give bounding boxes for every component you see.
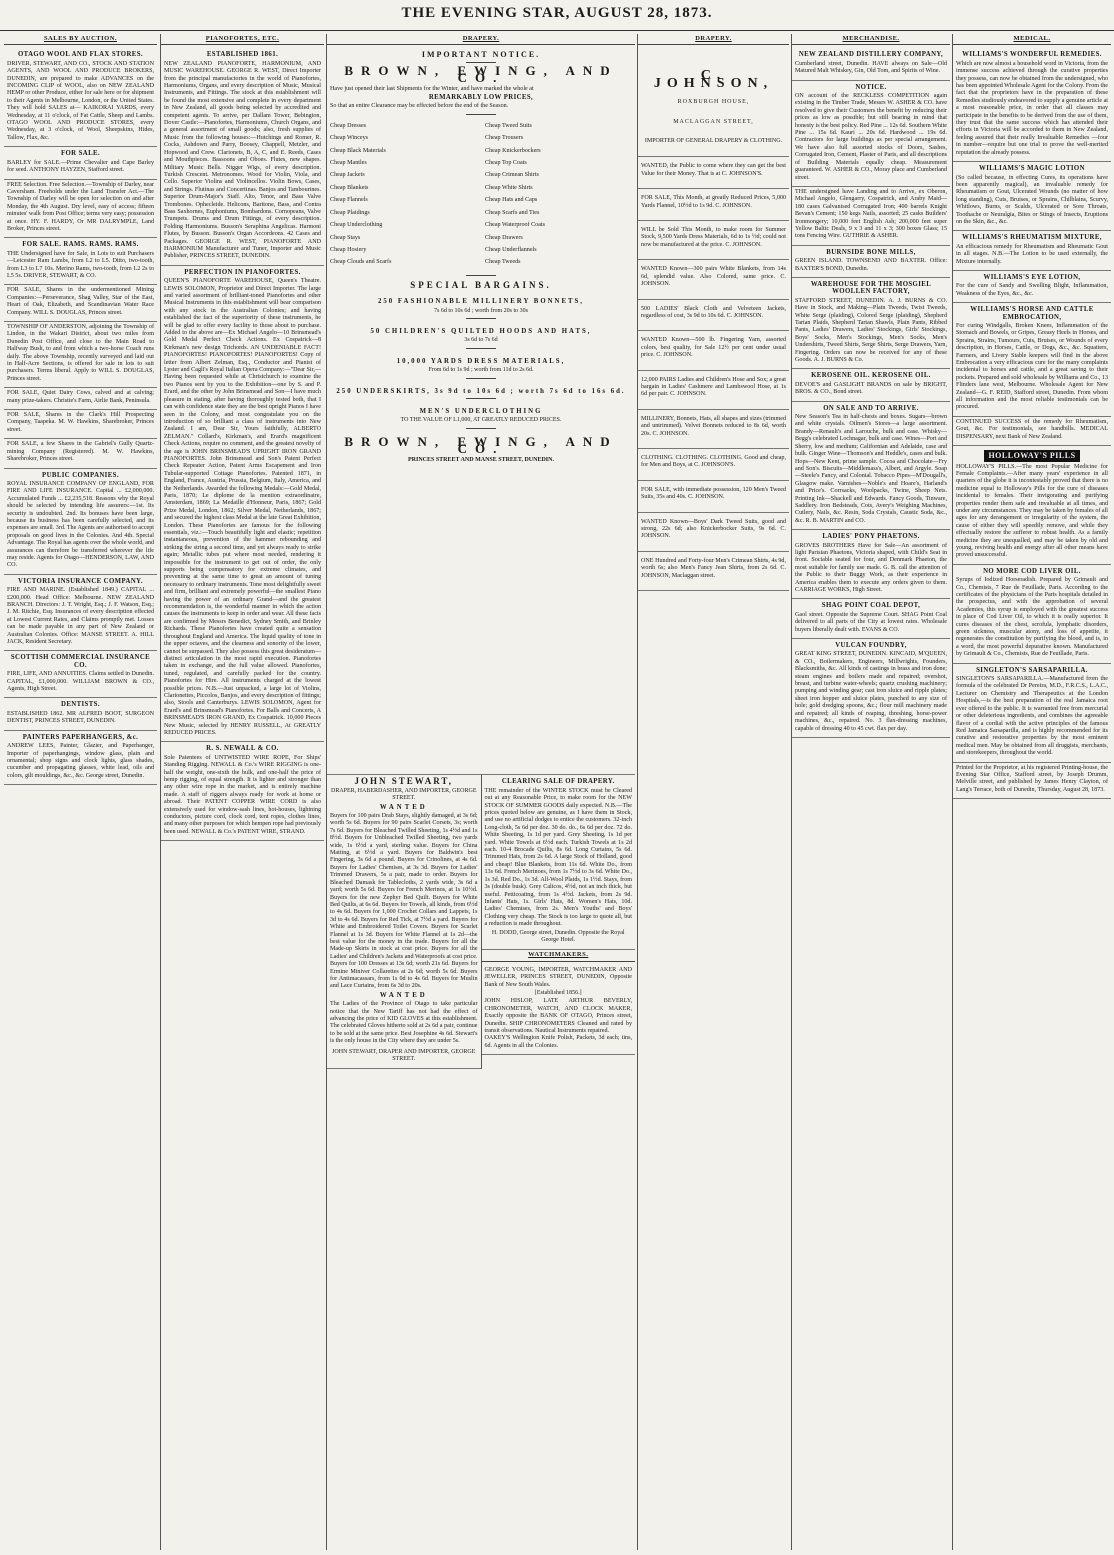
advertisement [4, 575, 157, 652]
ad-title: OTAGO WOOL AND FLAX STORES. [17, 51, 144, 59]
johnson-ad-text: WANTED Known—500 lb. Fingering Yarn, assorted colors, best quality, for Sale 12½ per cent under usual price. C. JOHNSON. [641, 337, 786, 359]
cheap-item: Cheap Scarfs and Ties [485, 209, 540, 216]
ad-title: FOR SALE. [60, 150, 101, 158]
column-medical [952, 34, 1111, 1550]
cheap-item: Cheap Tweed Suits [485, 122, 532, 129]
ad-body: Which are now almost a household word in Victoria, from the immense success achieved through the curative properties they possess, can now be obtained from the undersigned, who has been appointed Wholesale Agent for the Colony. From the fact that the proprietors have in the preparation of these Remedies studiously endeavored to supply a genuine article at a most reasonable price, in order that all classes may participate in the benefits to be derived from the use of them, they trust that the same success which has attended their efforts in Victoria will be accorded to them in New Zealand, feeling assured that their really Invaluable Remedies —four in number—require but one trial to prove the well-merited reputation the already possess. [956, 60, 1108, 156]
bargain-line: 250 FASHIONABLE MILLINERY BONNETS, [378, 298, 584, 306]
ad-body: NEW ZEALAND PIANOFORTE, HARMONIUM, AND MUSIC WAREHOUSE. GEORGE R. WEST, Direct Importer from the principal manufactories in the world of Pianofortes, Harmoniums, Organs, and every description of Music, Musical Instruments, and Fittings. The stock at this establishment will be found the most extensive and complete in every department in New Zealand, all goods being selected by accredited and competent agents. To arrive, per Dallam Tower, Bebington, Dover Castle:—Pianofortes, Harmoniums, Church Organs, and a general assortment of small goods; also, fresh supplies of Music from the following houses:—Hutchings and Romer, R. Cocks, Ashdown and Parry, Boosey, Chappell, Metzler, and Hopwood and Crew. Clarionets, B, A, C, and E. Reeds, Cases and Mouthpieces. Bassoons and Oboes. Flutes, new shapes. Military Music Bells. Nigger Wigs, of every description. Turkish Crescent. Metronomes. Wood for Violin, Viola, and Cello. Superior Violins and Violincellos. Violin Bows, Cases, and Strings. Flutinas and Concertinas. Banjos and Tambourines. Superior Drum-Major's Staff. Alto, Tenor, and Bass Valve Trombones. Ophecleide. Helicons, Baritone, Bass, and Contra Bass Saxhornes, Euphoniums, Bombardons. Cornopeans, Valve Trumpets. Drums and Drum Fittings, of every description. Folding Harmoniums. Busson's Seraphina Angelicas. Harmoni Flutes, by Busson. Busson's Organ Accordeons. 42 Cases and Packages. GEORGE R. WEST, PIANOFORTE AND HARMONIUM Manufacturer and Tuner, Importer and Music Publisher, PRINCES STREET, DUNEDIN. [164, 60, 321, 260]
watchmakers-heading: WATCHMAKERS. [482, 950, 636, 961]
ad-body: ROYAL INSURANCE COMPANY OF ENGLAND, FOR FIRE AND LIFE INSURANCE. Capital ... £2,000,000. Accumulated Funds ... £2,235,518. Reasons why the Royal should be selected by intending life assurers:—1st. Its security is undoubted. 2nd. Its bonuses have been large, because its business has been carefully selected, and its expenses are small. 3rd. The Agents are authorised to accept proposals on good lives in the Colonies. And 4th. Special Advantage. The Royal has agents over the whole world, and assurances can therefore be transferred wherever the life may reside. Agents for Otago—HENDERSON, LAW, AND CO. [7, 480, 154, 569]
ad-body: THE Undersigned have for Sale, in Lots to suit Purchasers—Leicester Ram Lambs, from L2 to L5. Ditto, two-tooth, from L3 to L7 10s. Merino Rams, two-tooth, from L2 2s to L5 5s. DRIVER, STEWART, & CO. [7, 250, 154, 279]
notice-title: IMPORTANT NOTICE. [421, 50, 541, 60]
ad-title: ON SALE AND TO ARRIVE. [823, 404, 919, 412]
advertisement [792, 278, 950, 369]
johnson-main-ad [638, 48, 789, 157]
john-stewart-ad [327, 775, 482, 1069]
ad-body: QUEEN'S PIANOFORTE WAREHOUSE, Queen's Theatre. LEWIS SOLOMON, Proprietor and Direct Importer. The large and varied assortment of brilliant-toned Pianofortes and other Musical Instruments in this establishment will bear comparison with any stock in the Australian Colonies; and having established the fact of the superiority of these instruments, he will be glad to offer every facility to those about to purchase. Added to the above are—Ex Michael Angelo—10 Brinsmead's Gold Medal Perfect Check Actions. Ex Cospatrick—8 Kirkman's new design Trichords. AN UNDENIABLE FACT! PIANOFORTES! PIANOFORTES! PIANOFORTES! Copy of letter from Albert Zelman, Esq., Conductor and Pianist of Lyster and Cagli's Royal Italian Opera Company:—"Dear Sir,—Having been requested while at Christchurch to examine the two Pianos sent by you to the Exhibition—one by S. and P. Erard, and the other by John Brinsmead and Son—I have much pleasure in stating, after having thoroughly tested both, that I can with confidence state they are the best upright Pianos I have seen in the Colony, and most congratulate you on the introduction of so brilliant a class of instruments into New Zealand. I am, Dear Sir, Yours faithfully, ALBERTO ZELMAN." Collard's, Kirkman's, and Erard's magnificent Check Actions, require no comment, and the greatest novelty of the age is JOHN BRINSMEAD'S UPRIGHT IRON GRAND PIANOFORTES. John Brinsmead and Son's Patent Perfect Check Repeater Action, Patent Arms Escapement and Iron Tubular-supported Cottage Pianofortes. Patented 1871, in England, France, Austria, Prussia, Belgium, Italy, America, and the Netherlands. Awarded the following Medals:—Gold Medal, Paris, 1870; Le diplome de la mention extraordinaire, Amsterdam, 1869; La Medaille d'Honneur, Paris, 1867; Gold Prize Medal, London, 1862; Silver Medal, Netherlands, 1867; and secured the highest class Medal at the late Great Exhibition, London. These Pianofortes are famous for the following essentials, viz.:—Touch beautifully light and elastic; repetition instantaneous, prevention of the hammer rebounding and striking the string a second time, and yet always ready to strike again; Metallic tubes put where most needed, rendering it impossible for the instrument to get out of order, the only supports being compensatory for extreme climates, and preventing at the same time to great an amount of tuning necessary to ordinary instruments. Tone most delightfully sweet and firm, brilliant and extremely powerful—the smallest Piano having the power of an ordinary Grand—and the greatest recommendation is, the wonderful manner in which the action causes the instruments to keep in order and wear. All these facts are confirmed by Messrs Benedict, Sydney Smith, and Brinley Richards. These Pianofortes have created quite a sensation throughout England and America. The liquid quality of tone in the upper octaves, and the clearness and sonority of the lower, cannot be surpassed. They also possess this great desideratum—distinct articulation in the most rapid execution. Pianofortes taken in exchange, and the full value allowed. Pianofortes, tuned, regulated, and carefully packed for the country. Pianofortes for Hire. All instruments charged at the lowest possible prices. N.B.—Just unpacked, a large lot of Violins, Clarionettes, Piccolos, Banjos, and every description of fittings; also, Stools and Canterburys. LEWIS SOLOMON, Agent for Erard's and Brinsmead's Pianofortes. For Balls and Concerts, A BRINSMEAD'S IRON GRAND, Ex Cospatrick. 10,000 Pieces New Music, selected by HENRY RUSSELL, At GREATLY REDUCED PRICES. [164, 278, 321, 736]
cheap-item: Cheap Crimean Shirts [485, 172, 539, 179]
clearance-text: So that an entire Clearance may be effected before the end of the Season. [330, 103, 509, 110]
bargain-price: TO THE VALUE OF L1,000, AT GREATLY REDUCED PRICES. [400, 417, 562, 424]
ad-title: WILLIAMS'S WONDERFUL REMEDIES. [962, 51, 1102, 59]
divider [466, 114, 496, 115]
johnson-ad [638, 221, 789, 260]
cheap-item: Cheap Blankets [330, 184, 369, 191]
cheap-item: Cheap Underflannels [485, 246, 537, 253]
johnson-ad [638, 260, 789, 299]
johnson-ad-text: MILLINERY, Bonnets, Hats, all shapes and sizes (trimmed and untrimmed). Velvet Bonnets reduced to 8s 6d, worth 20s. C. JOHNSON. [641, 415, 786, 437]
ad-body: ESTABLISHED 1862. MR ALFRED BOOT, SURGEON DENTIST, PRINCES STREET, DUNEDIN. [7, 710, 154, 725]
johnson-ad [638, 371, 789, 410]
johnson-small-ads [638, 157, 789, 591]
dodd-body: THE remainder of the WINTER STOCK must be Cleared out at any Reasonable Price, to make room for the NEW STOCK OF SUMMER GOODS daily expected. N.B.—The prices quoted below are genuine, as I have them in Stock, and use no artificial dodges to entice the customers. 32-inch Long-cloth, 5s 6d per doz. 30 do. do., 6s 6d per doz. 72 do. White Sheeting, 1s 1d per yard. Grey Sheeting, 1s 1d per yard. White Towels at 6½d each. Turkish Towels at 1s 2d each. 10-4 Brocade Quilts, 8s 6d. Long Curtains, 5s 6d. Trimmed Hats, from 2s 6d. A large Stock of Holland, good and cheap! Blue Blankets, from 11s 6d. White Do., from 13s 6d. French Merinoes, from 1s 7½d to 3s 6d. White Do., 1s 3d. Red Do., 1s 3d. All-Wool Plaids, 1s 1½d. Stays, from 3s (double busk). Grey Calicos, 4½d, not an inch thick, but useful. Petticoating, from 1s 4½d. Jackets, from 2s 9d. Infants' Hats, 1s. Girls' Hats, 8d. Women's Hats, 10d. Ladies' Chemises, from 2s. Men's Youths' and Boys' Clothing very cheap. The Stock is too large to quote all, but a reduction is made throughout. [484, 787, 632, 928]
firm-name-footer: BROWN, EWING, AND CO. [344, 433, 618, 457]
ad-body: For the cure of Sandy and Swelling Blight, Inflammation, Weakness of the Eyes, &c., &c. [956, 283, 1108, 297]
divider [466, 348, 496, 349]
column-heading: DRAPERY. [327, 34, 635, 45]
ad-body: Printed for the Proprietor, at his registered Printing-house, the Evening Star Office, Stafford street, by Joseph Drumm, Melville street, and published by James Henry Clayton, of Lang's Terrace, both of Dunedin, Thursday, August 28, 1873. [956, 764, 1108, 793]
ad-body: FIRE AND MARINE. (Established 1849.) CAPITAL ... £200,000. Head Office: Melbourne. NEW ZEALAND BRANCH. Directors: J. T. Wright, Esq.; J. F. Watson, Esq.; J. M. Ritchie, Esq. Insurances of every description effected at Lowest Current Rates, and Claims promptly met. Losses can be made payable in any part of New Zealand or Australian Colonies. Office: MANSE STREET. A. HILL JACK, Resident Secretary. [7, 587, 154, 646]
intro-text: Have just opened their last Shipments for the Winter, and have marked the whole at [330, 85, 534, 92]
column-heading: DRAPERY. [638, 34, 789, 45]
ad-body: ON account of the RECKLESS COMPETITION again existing in the Timber Trade, Messrs W. ASHER & CO. have resolved to give their Customers the benefit by reducing their prices as low as possible; but still bearing in mind that honesty is the best policy. Red Pine ... 12s 6d. Southern White Pine ... 15s 6d. Kauri ... 20s 6d. Hardwood ... 19s 6d. Contractors for large buildings as per special arrangement. We have also full assorted stocks of Doors, Sashes, Corrugated Iron, Cement, Plaster of Paris, and all descriptions of Building Materials equally cheap. Measurement guaranteed. W. ASHER & CO., Moray place and Cumberland street. [795, 93, 947, 181]
dodd-signature: H. DODD, George street, Dunedin. Opposite the Royal George Hotel. [491, 929, 625, 943]
bargains-title: SPECIAL BARGAINS. [410, 279, 552, 290]
ad-body: BARLEY for SALE.—Prime Chevalier and Cape Barley for seed. ANTHONY HAYZEN, Stafford street. [7, 159, 154, 174]
advertisement [4, 388, 157, 410]
advertisement [161, 48, 324, 265]
dodd-title: CLEARING SALE OF DRAPERY. [501, 778, 615, 786]
masthead: THE EVENING STAR, AUGUST 28, 1873. [0, 0, 1114, 31]
bargain-line: 250 UNDERSKIRTS, 3s 9d to 10s 6d ; worth 7s 6d to 16s 6d. [336, 387, 626, 395]
cheap-item: Cheap Dresses [330, 122, 367, 129]
advertisement [953, 446, 1111, 565]
advertisement [4, 410, 157, 439]
johnson-ad-text: ONE Hundred and Forty-four Men's Crimean Shirts, 4s 9d, worth 6s; also Men's Fancy Jean Shirts, from 2s 6d. C. JOHNSON, Maclaggan street. [641, 557, 786, 579]
divider [466, 398, 496, 399]
ad-title: ESTABLISHED 1861. [206, 51, 279, 59]
cheap-item: Cheap Hosiery [330, 246, 367, 253]
rate-text: REMARKABLY LOW PRICES, [428, 94, 534, 102]
advertisement [792, 369, 950, 401]
bargains-list [330, 298, 632, 429]
johnson-ad-text: FOR SALE, This Month, at greatly Reduced Prices, 5,000 Yards Flannel, 10½d to 1s 9d. C. JOHNSON. [641, 195, 786, 209]
cheap-item: Cheap Hats and Caps [485, 197, 538, 204]
advertisement [4, 698, 157, 730]
advertisement [161, 742, 324, 841]
advertisement [4, 180, 157, 239]
ad-title: FOR SALE. RAMS. RAMS. RAMS. [22, 241, 139, 249]
ad-title: LADIES' PONY PHAETONS. [822, 533, 920, 541]
advertisement [953, 664, 1111, 763]
column-merchandise [791, 34, 950, 1550]
ad-title: WAREHOUSE FOR THE MOSGIEL WOOLLEN FACTORY, [810, 280, 932, 296]
cheap-item: Cheap White Shirts [485, 184, 533, 191]
divider [466, 428, 496, 429]
column-heading: PIANOFORTES, ETC. [161, 34, 324, 45]
ad-body: GROVES BROTHERS Have for Sale—An assortment of light Parisian Phaetons, Victoria shaped, with Child's Seat in front. Sociable seated for four, and Denmark Phaeton, the most suitable for family use made. G. B. call the attention of the Public to their Buggy Work, as their experience in America enables them to execute any orders given to them. CARRIAGE WORKS, High Street. [795, 542, 947, 593]
column-drapery-johnson [637, 34, 789, 1550]
ad-body: GREEN ISLAND. TOWNSEND AND BAXTER. Office: BAXTER'S BOND, Dunedin. [795, 258, 947, 272]
advertisement [4, 469, 157, 575]
cheap-item: Cheap Plaidings [330, 209, 370, 216]
advertisement [792, 187, 950, 246]
young-text: GEORGE YOUNG, IMPORTER, WATCHMAKER AND JEWELLER, PRINCES STREET, DUNEDIN, Opposite Bank of New South Wales. [484, 966, 632, 988]
ad-body: DRIVER, STEWART, AND CO., STOCK AND STATION AGENTS, AND WOOL AND PRODUCE BROKERS, DUNEDIN, are prepared to make ADVANCES on the INCOMING CLIP of WOOL, also on NEW ZEALAND HEMP or other Produce, either for sale here or for shipment to their Agents in Melbourne, London, or the United States. They will hold SALES at— KAIKORAI YARDS, every Wednesday, at 11 o'clock, of Fat Cattle, Sheep and Lambs. OTAGO WOOL AND PRODUCE STORES, every Wednesday, at 3 o'clock, of Wool, Sheepskins, Hides, Tallow, Flax, &c. [7, 60, 154, 141]
stewart-lines: DRAPER, HABERDASHER, AND IMPORTER, GEORGE STREET. [331, 787, 477, 802]
column-pianofortes [160, 34, 324, 1550]
advertisement [792, 530, 950, 599]
cheap-item: Cheap Waterproof Coats [485, 222, 545, 229]
advertisement [161, 266, 324, 743]
advertisement [792, 639, 950, 738]
ad-title: WILLIAMS'S HORSE AND CATTLE EMBROCATION, [970, 306, 1094, 321]
johnson-trade: IMPORTER OF GENERAL DRAPERY & CLOTHING. [644, 138, 783, 145]
ad-body: SINGLETON'S SARSAPARILLA.—Manufactured from the formula of the celebrated Dr Pereira, M.D., F.R.C.S., L.A.C., Lecturer on Chemistry and Therapeutics at the London Hospitals,—is the best preparation of the real Jamaica root ever offered to the public. It is warranted free from mercurial or other deleterious ingredients, and combines the agreeable flavor of a cordial with the active principles of the famous Red Jamaica Sarsaparilla, and is highly recommended for its curative and restorative properties by the most eminent medical men. May be obtained from all druggists, merchants, and storekeepers, throughout the world. [956, 676, 1108, 757]
ad-body: An efficacious remedy for Rheumatism and Rheumatic Gout in all stages. N.B.—The Lotion to be used externally, the Mixture internally. [956, 243, 1108, 265]
johnson-ad [638, 449, 789, 481]
ad-body: FOR SALE, Quiet Dairy Cows, calved and at calving; many prize-takers. Christie's Farm, Airlie Bank, Peninsula. [7, 390, 154, 404]
johnson-house: ROXBURGH HOUSE, [677, 99, 750, 106]
ad-title: PERFECTION IN PIANOFORTES. [184, 268, 301, 276]
ad-body: ANDREW LEES, Painter, Glazier, and Paperhanger, Importer of paperhangings, window glass, plain and ornamental; shop signs and clock lights, glass shades, cucumber and propagating glasses, white lead, oils and colors, gilt mouldings, &c., &c. George street, Dunedin. [7, 743, 154, 779]
stewart-body: Buyers for 100 pairs Drab Stays, slightly damaged, at 3s 6d; worth 5s 6d. Buyers for 90 pairs Scarlet Corsets, 3s; worth 7s 6d. Buyers for Bleached Twilled Sheeting, 1s 4½d and 1s 8½d. Buyers for Unbleached Twilled Sheeting, two yards wide, 1s 6½d a yard, sterling value. Buyers for China Matting, at 6½d a yard. Buyers for Baldwin's best Fingering, 3s 6d a pound. Buyers for Crinolines, at 4s 6d. Buyers for Ladies' Chemises, at 3s 3d. Buyers for Ladies' Trimmed Drawers, 5s a pair, made to order. Buyers for Bleached Damask for Tablecloths, 2 yards wide, 3s 6d a yard; worth 5s 6d. Buyers for French Merinos, at 1s 10½d. Buyers for the new Zephyr Bed Quilt. Buyers for White Bed Quilts, at 6s 6d. Buyers for Towels, all kinds, from 6½d to 4s 6d. Buyers for 1,000 Crochet Collars and Lappets, 1s 3d to 4s 6d. Buyers for Red Tick, at 7½d a yard. Buyers for White and Embroidered Toilet Covers. Buyers for Scarlet Flannel at 1s 3d. Buyers for White Flannel at 1s 2d—the best value for the money in the trade. Buyers for all the Made-up Skirts in stock at cost price. Buyers for all the Ladies' and Children's Jackets and Waterproofs at cost price. Buyers for 100 Dresses at 13s 6d; worth 21s 6d. Buyers for Ermine Miniver Collarettes at 2s 6d; worth 5s 6d. Buyers for Antimacassars, from 1s 0d to 4s 6d. Buyers for Muslin and Lace Curtains, from 6s 3d to 20s. [330, 813, 478, 990]
ad-title: BURNSIDE BONE MILLS, [826, 248, 916, 256]
stewart-title: JOHN STEWART, [354, 776, 454, 787]
stewart-signature: JOHN STEWART, DRAPER AND IMPORTER, GEORGE STREET. [332, 1048, 476, 1063]
bargain-line: 10,000 YARDS DRESS MATERIALS, [396, 357, 566, 365]
divider [466, 275, 496, 276]
advertisement [4, 731, 157, 785]
ad-title: WILLIAMS'S EYE LOTION, [983, 273, 1081, 281]
ad-body: THE undersigned have Landing and to Arrive, ex Oberon, Michael Angelo, Glengarry, Cospatrick, and Araby Maid—180 cases Galvanised Corrugated Iron; 400 barrels Knight Bevan's Cement; 150 kegs Nails, assorted; 25 casks Builders' Ironmongery; 10,000 feet English Ash; 200,000 feet super Yellow Baltic Deals, 9 x 3 and 11 x 3; 300 boxes Glass; 15 tons Fencing Wire. GUTHRIE & ASHER. [795, 188, 947, 240]
dodd-and-watch-ads [482, 775, 636, 1069]
advertisement [953, 417, 1111, 446]
ad-body: For curing Windgalls, Broken Knees, Inflammation of the Stomach and Bowels, or Gripes, Greasy Heels in Horses, and Sprains, Strains, Tumours, Cuts, Bruises, or Wounds of every description, in Horses, Cattle, or Dogs, &c., &c. Squatters, Farmers, and Livery Stable keepers will find in the above Embrocation a very efficacious cure for the many complaints incidental to horses and cattle, and a great saving to their pockets. Prepared and sold wholesale by Williams and Co., 13 Flinders lane west, Melbourne. Wholesale Agent for New Zealand—G. F. REID, Stafford street, Dunedin. From whom all information and the most reliable testimonials can be procured. [956, 323, 1108, 411]
johnson-ad-text: WANTED, the Public to come where they can get the best Value for their Money. That is at C. JOHNSON'S. [641, 163, 786, 177]
cheap-item: Cheap Drawers [485, 234, 523, 241]
bargain-line: 50 CHILDREN'S QUILTED HOODS AND HATS, [370, 327, 592, 335]
holloways-logo [956, 448, 1108, 463]
ad-title: VULCAN FOUNDRY, [835, 642, 907, 650]
hislop-established: [Established 1856.] [534, 989, 582, 996]
advertisement [4, 285, 157, 322]
ad-body: HOLLOWAY'S PILLS.—The most Popular Medicine for Female Complaints.—After many years' experience in all quarters of the globe it is incontestably proved that there is no medicine equal to Holloway's Pills for the cure of diseases incidental to females. Their invigorating and purifying properties render them safe and invaluable at all times, and under any circumstances. They may be taken by females of all ages for any derangement or irregularity of the system, the cause of either they will speedily remove, and while they effectually restore the sufferer to robust health. As a family medicine they are unequalled, and may be taken by old and young, reviving health and energy after all other means have proved unsuccessful. [956, 463, 1109, 559]
advertisement [953, 162, 1111, 231]
bargain-price: 7s 6d to 10s 6d ; worth from 20s to 30s [433, 307, 528, 314]
column-drapery-brown-ewing [326, 34, 635, 1550]
johnson-ad-text: WANTED Known—Boys' Dark Tweed Suits, good and strong, 22s 6d; also Knickerbocker Suits, 9s 6d. C. JOHNSON. [641, 518, 786, 540]
ad-title: DENTISTS. [61, 701, 100, 709]
ad-body: Gaol street. Opposite the Supreme Court. SHAG Point Coal delivered to all parts of the City at lowest rates. Wholesale buyers liberally dealt with. EVANS & CO. [795, 611, 947, 633]
advertisement [792, 246, 950, 278]
advertisement [4, 48, 157, 147]
divider [466, 378, 496, 379]
johnson-ad-text: WILL be Sold This Month, to make room for Summer Stock, 9,500 Yards Dress Materials, 6d to 1s ½d; could not now be manufactured at the price. C. JOHNSON. [641, 227, 786, 248]
cheap-item: Cheap Underclothing [330, 222, 383, 229]
ad-body: Syrups of Iodized Horseradish. Prepared by Grimault and Co., Chemists, 7 Rue de Feuillade, Paris. According to the certificates of the physicians of the Paris hospitals detailed in the prospectus, and with the approbation of several Academies, this syrup is employed with the greatest success in place of Cod Liver Oil, to which it is really superior. It cures diseases of the chest, scrofula, lymphatic disorders, green sickness, muscular atony, and loss of appetite, it regenerates the constitution by purifying the blood, and is, in a word, the most powerful depurative known. Manufactured by Grimault & Co., Chemists, Rue de Feuillade, Paris. [956, 577, 1108, 658]
ad-title: PAINTERS PAPERHANGERS, &c. [22, 733, 139, 741]
bargain-item [330, 408, 632, 429]
ad-body: DEVOE'S and GASLIGHT BRANDS on sale by BRIGHT, BROS. & CO., Bond street. [795, 381, 947, 396]
column-heading: MEDICAL. [953, 34, 1111, 45]
advertisement [953, 303, 1111, 417]
johnson-name: C. JOHNSON, [653, 68, 774, 91]
johnson-ad [638, 513, 789, 552]
ad-body: FOR SALE, a few Shares in the Gabriel's Gully Quartz-mining Company (Registered). M. W. Hawkins, Sharebroker, Princes street. [7, 441, 154, 463]
ad-body: New Season's Tea in half-chests and boxes. Sugars—brown and white crystals. Oilmen's Stores—a large assortment. Brandy—Renault's and Larouche, bulk and case. Whisky—Begg's celebrated Lochnagar, bulk and case. Wines—Port and Sherry, low and medium; Californian and Adelaide, case and bulk. Ginger Wine—Thomson's and Heddle's, cases and bulk. Hops—New Kent, prime sample. Cocoa and Chocolate—Fry and Son's. Biscuits—Middlemass's, Albert, and Argyle. Soap—Steele's Fancy, and Colonial. Tobacco Pipes—M'Dougall's, Glasgow make. Varnishes—Noble's and Hoare's, Harland's and Price's. Corrsacks, Woolpacks, Twine, Sheep Nets. Printing Ink—Shackell and Edwards. Fancy Goods, Tinware, Saddlery. Iron Bedsteads, Cots, Avery's Weighing Machines, Cutlery, Nails, &c. Resin, Soda Crystals, Caustic Soda, &c., &c. R. B. MARTIN and CO. [795, 414, 947, 524]
ad-body: Cumberland street, Dunedin. HAVE always on Sale—Old Matured Malt Whiskey, Gin, Old Tom, and Spirits of Wine. [795, 60, 947, 75]
johnson-ad-text: FOR SALE, with immediate possession, 120 Men's Tweed Suits, 35s and 40s. C. JOHNSON. [641, 486, 786, 501]
johnson-ad-text: WANTED Known—300 pairs White Blankets, from 14s 6d, splendid value. Also Colored, same price. C. JOHNSON. [641, 266, 786, 288]
ad-body: FOR SALE, Shares in the undermentioned Mining Companies:—Perseverance, Shag Valley, Star of the East, Heart of Oak, Elizabeth, and Scandinavian Water Race Company. WILL S. DOUGLAS, Princes street. [7, 287, 154, 316]
bargain-item [330, 388, 632, 399]
ad-title: NOTICE. [855, 83, 887, 91]
ad-title: SINGLETON'S SARSAPARILLA. [976, 666, 1088, 674]
ad-body: (So called because, in effecting Cures, its operations have been apparently magical), an invaluable remedy for Rheumatism or Gout, Ulcerated Wounds (no matter of how long standing), Cuts, Bruises, or Sprains, Chilblains, Scurvy, Whitlows, Burns, or Scalds, Ulcerated or Sore Throats, Toothache or Neuralgia, Bites or Stings of Insects, Eruptions on the Skin, &c., &c. [956, 174, 1108, 225]
advertisement [792, 48, 950, 80]
johnson-ad [638, 331, 789, 370]
advertisement [4, 439, 157, 468]
cheap-item: Cheap Winceys [330, 135, 369, 142]
bargain-item [330, 358, 632, 379]
ad-body: STAFFORD STREET, DUNEDIN. A. J. BURNS & CO. Have in Stock, and Making—Plain Tweeds, Twist Tweeds, White Serge (plaiding), Colored Serge (plaiding), Shepherd Tartan Plaids, Shepherd Tartan Shawls, Plain Pants, Ribbed Pants, Ladies' Drawers, Ladies' Stockings, Girls' Stockings, Boys' Socks, Men's Stockings, Men's Socks, Men's Undershirts, Tweed Shirts, Serge Shirts, Serge Drawers, Yarn, Fingering. Orders can now be received for any of these Goods. A. J. BURNS & Co. [795, 297, 947, 364]
lower-drapery-row [327, 775, 635, 1069]
advertisement [4, 322, 157, 388]
cheap-item: Cheap Clouds and Scarfs [330, 259, 392, 266]
cheap-item: Cheap Top Coats [485, 160, 527, 167]
advertisement [792, 402, 950, 531]
ad-title: KEROSENE OIL. KEROSENE OIL. [811, 372, 931, 380]
cheap-items-left [330, 123, 477, 272]
ad-title: WILLIAMS'S MAGIC LOTION [979, 165, 1085, 173]
stewart-wanted: WANTED [379, 803, 428, 811]
column-heading: MERCHANDISE. [792, 34, 950, 45]
advertisement [792, 599, 950, 639]
cheap-item: Cheap Trousers [485, 135, 524, 142]
johnson-ad [638, 410, 789, 449]
johnson-ad-text: CLOTHING. CLOTHING. CLOTHING. Good and cheap, for Men and Boys, at C. JOHNSON'S. [641, 454, 786, 469]
ad-title: NO MORE COD LIVER OIL. [983, 567, 1081, 575]
cheap-item: Cheap Tweeds [485, 259, 521, 266]
ad-body: FIRE, LIFE, AND ANNUITIES. Claims settled in Dunedin. CAPITAL, £1,000,000. WILLIAM BROWN & CO., Agents, High Street. [7, 671, 154, 693]
advertisement [4, 651, 157, 698]
firm-name: BROWN, EWING, AND CO. [344, 62, 618, 86]
cheap-item: Cheap Mantles [330, 160, 367, 167]
advertisement [953, 231, 1111, 271]
bargain-line: MEN'S UNDERCLOTHING [419, 407, 543, 415]
ad-title: NEW ZEALAND DISTILLERY COMPANY, [798, 51, 944, 59]
ad-body: FOR SALE, Shares in the Clark's Hill Prospecting Company, Taapeka. M. W. Hawkins, Sharebroker, Princes street. [7, 412, 154, 433]
cheap-items-list [330, 123, 632, 272]
johnson-ad [638, 189, 789, 221]
bargain-item [330, 328, 632, 349]
johnson-ad [638, 552, 789, 591]
advertisement [953, 48, 1111, 162]
johnson-ad-text: 500 LADIES' Black Cloth and Velveteen Jackets, regardless of cost, 3s 9d to 10s 6d. C. JOHNSON. [641, 305, 786, 319]
oakey-text: OAKEY'S Wellington Knife Polish, Packets, 3d each; tins, 6d. Agents in all the Colonies. [484, 1035, 632, 1049]
advertisement [953, 763, 1111, 800]
cheap-items-right [485, 123, 632, 272]
advertisement [792, 81, 950, 187]
johnson-ad [638, 481, 789, 513]
column-sales-by-auction [4, 34, 157, 1550]
cheap-item: Cheap Flannels [330, 197, 368, 204]
hislop-text: JOHN HISLOP, LATE ARTHUR BEVERLY, CHRONOMETER, WATCH, AND CLOCK MAKER, Exactly opposite the BANK OF OTAGO, Princes street, Dunedin. SHIP CHRONOMETERS Cleaned and rated by transit observations. Nautical Instruments repaired. [484, 998, 632, 1034]
young-block [482, 965, 636, 1055]
advertisement [953, 565, 1111, 664]
dodd-block [482, 775, 636, 950]
advertisement [4, 147, 157, 179]
advertisement [953, 271, 1111, 303]
firm-address: PRINCES STREET AND MANSE STREET, DUNEDIN. [408, 456, 554, 463]
brown-ewing-ad [327, 48, 635, 775]
cheap-item: Cheap Jackets [330, 172, 365, 179]
stewart-wanted-2: WANTED [379, 991, 428, 999]
ad-title: PUBLIC COMPANIES. [42, 471, 119, 479]
stewart-body-2: The Ladies of the Province of Otago to take particular notice that the New Tariff has not had the effect of advancing the price of KID GLOVES at this establishment. The celebrated Gloves hitherto sold at 2s 6d a pair, continue to be sold at the same price. Best Josephine 4s 6d. Stewart's is the only house in the City where they are under 5s. [330, 1001, 478, 1045]
bargain-item [330, 298, 632, 319]
cheap-item: Cheap Black Materials [330, 147, 386, 154]
ad-body: Sole Patentees of UNTWISTED WIRE ROPE, For Ships' Standing Rigging. NEWALL & Co.'s WIRE RIGGING is one-half the weight, one-sixth the bulk, and one-half the price of hemp rigging, of equal strength. It is lighter and stronger than any other wire rope in the market, and is entirely machine made. A staff of riggers always ready for work at home or abroad. Their PATENT COPPER WIRE CORD is also extensively used for window-sash lines, hot-houses, lightning conductors, picture cord, clock cord, tent ropes, clothes lines, and many other purposes for which hempen rope had previously been used. NEWALL & Co.'s PATENT WIRE, STRAND. [164, 754, 321, 835]
stewart-block [327, 775, 481, 1069]
cheap-item: Cheap Knickerbockers [485, 147, 541, 154]
bargain-price: From 6d to 1s 9d ; worth from 11d to 2s 6d. [428, 367, 534, 374]
ad-title: SHAG POINT COAL DEPOT, [821, 602, 921, 610]
holloways-logo-text: HOLLOWAY'S PILLS [984, 450, 1079, 461]
ad-title: R. S. NEWALL & CO. [206, 745, 279, 753]
ad-title: SCOTTISH COMMERCIAL INSURANCE CO. [10, 654, 151, 669]
cheap-item: Cheap Stays [330, 234, 361, 241]
advertisement [4, 238, 157, 285]
divider [466, 318, 496, 319]
column-heading: SALES BY AUCTION. [4, 34, 157, 45]
johnson-ad [638, 300, 789, 332]
ad-body: GREAT KING STREET, DUNEDIN. KINCAID, M'QUEEN, & CO., Boilermakers, Engineers, Millwrights, Founders, Blacksmiths, &c. All kinds of castings in brass and iron done; steam engines and boilers made and repaired; overshot, breast, and turbine water-wheels; quartz crushing machinery; pumping and winding gear; cast iron sluice and ripple plates; sheet iron hopper and sluice plates, punched to any size of hole; gold dredging spoons, &c.; flour mill machinery made and repaired; all kinds of reaping, threshing, horse-power machines, &c., repaired. No. 3 flax-dressing machines, capable of dressing 40 to 45 cwt. flax per day. [795, 651, 947, 732]
ad-body: CONTINUED SUCCESS of the remedy for Rheumatism, Gout, &c. For testimonials, see handbills. MEDICAL DISPENSARY, next Bank of New Zealand. [956, 418, 1108, 440]
ad-body: FREE Selection. Free Selection.—Township of Darley, near Caversham. Freeholds under the Land Transfer Act.—The Township of Darley will be open for selection on and after Monday, the 4th August. Dry level, easy of access; fifteen minutes' walk from Post Office; terms very easy; possession at once. HY. F. HARDY, Or MR DALRYMPLE, Land Broker, Princes street. [7, 181, 154, 232]
johnson-ad-text: 12,000 PAIRS Ladies and Children's Hose and Sox; a great bargain in Ladies' Cashmere and Lambswool Hose, at 1s 6d per pair. C. JOHNSON. [641, 376, 786, 398]
ad-title: VICTORIA INSURANCE COMPANY. [18, 577, 143, 585]
ad-title: WILLIAMS'S RHEUMATISM MIXTURE, [962, 234, 1102, 242]
bargain-price: 3s 6d to 7s 6d [464, 337, 498, 344]
ad-body: TOWNSHIP OF ANDERSTON, adjoining the Township of Lindon, in the Wakari District, about two miles from Dunedin Post Office, and close to the Main Road to Halfway Bush, to and from which a two-horse Coach runs daily. The above Township, recently surveyed and laid out in Half-Acre Sections, is offered for sale in lots to suit purchasers. Terms liberal. Apply to WILL S. DOUGLAS, Princes street. [7, 324, 154, 382]
johnson-street: MACLAGGAN STREET, [673, 118, 754, 125]
johnson-ad [638, 157, 789, 189]
